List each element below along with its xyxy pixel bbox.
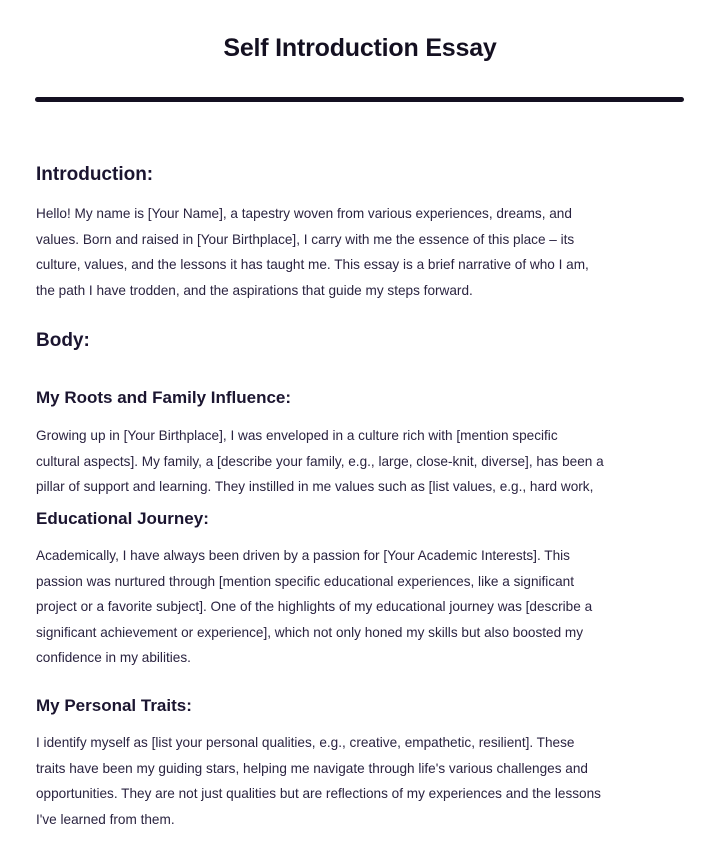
roots-line: cultural aspects]. My family, a [describe your family, e.g., large, close-knit, diverse], has been a: [36, 453, 604, 469]
traits-line: opportunities. They are not just qualities but are reflections of my experiences and the lessons: [36, 786, 601, 801]
education-line: project or a favorite subject]. One of the highlights of my educational journey was [describe a: [36, 599, 593, 614]
roots-heading: My Roots and Family Influence:: [36, 388, 292, 407]
education-line: Academically, I have always been driven by a passion for [Your Academic Interests]. This: [36, 548, 570, 563]
introduction-heading: Introduction:: [36, 164, 154, 185]
traits-heading: My Personal Traits:: [36, 696, 192, 715]
body-heading: Body:: [36, 330, 90, 351]
introduction-paragraph: [36, 201, 686, 303]
roots-line: Growing up in [Your Birthplace], I was enveloped in a culture rich with [mention specific: [36, 428, 558, 443]
traits-paragraph: [36, 730, 686, 832]
title-divider: [35, 97, 684, 102]
education-line: confidence in my abilities.: [36, 650, 191, 665]
introduction-line: values. Born and raised in [Your Birthplace], I carry with me the essence of this place – its: [36, 231, 575, 247]
introduction-line: culture, values, and the lessons it has taught me. This essay is a brief narrative of who I am,: [36, 257, 589, 272]
traits-line: traits have been my guiding stars, helping me navigate through life's various challenges and: [36, 760, 588, 776]
roots-line: pillar of support and learning. They instilled in me values such as [list values, e.g., hard work,: [36, 479, 594, 494]
traits-line: I identify myself as [list your personal qualities, e.g., creative, empathetic, resilient]. These: [36, 735, 575, 750]
education-line: passion was nurtured through [mention specific educational experiences, like a significant: [36, 573, 575, 589]
traits-line: I've learned from them.: [36, 811, 175, 827]
education-line: significant achievement or experience], which not only honed my skills but also boosted my: [36, 624, 584, 640]
education-heading: Educational Journey:: [36, 509, 209, 528]
page-title: Self Introduction Essay: [223, 34, 497, 62]
roots-paragraph: [36, 423, 686, 500]
education-paragraph: [36, 543, 686, 671]
introduction-line: the path I have trodden, and the aspirations that guide my steps forward.: [36, 282, 473, 298]
introduction-line: Hello! My name is [Your Name], a tapestry woven from various experiences, dreams, and: [36, 206, 572, 221]
